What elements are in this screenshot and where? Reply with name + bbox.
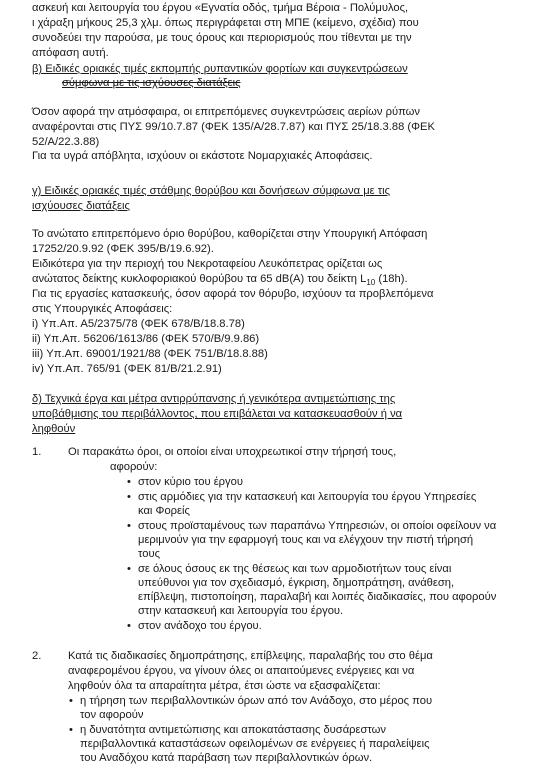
section-c-paragraph [32,273,408,289]
bullet-item-cont: τον αφορούν [80,709,144,721]
bullet-item: • στον κύριο του έργου [138,476,243,489]
section-c-paragraph: 17252/20.9.92 (ΦΕΚ 395/Β/19.6.92). [32,243,214,255]
bullet-item-cont: υπεύθυνοι για τον σχεδιασμό, έγκριση, δημοπράτηση, ανάθεση, [138,577,455,589]
noise-index-period: (18h). [375,273,408,285]
section-c-heading: γ) Ειδικές οριακές τιμές στάθμης θορύβου και δονήσεων σύμφωνα με τις [32,185,391,197]
noise-index-text: ανώτατος δείκτης κυκλοφοριακού θορύβου τα 65 dB(A) του δείκτη L [32,273,367,285]
section-b-paragraph: 52/Α/22.3.88) [32,136,100,148]
section-c-paragraph: στις Υπουργικές Αποφάσεις: [32,303,173,315]
item-2-text: αναφερομένου έργου, να γίνουν όλες οι απαιτούμενες ενέργειες και να [68,665,415,677]
section-b-paragraph: αναφέρονται στις ΠΥΣ 99/10.7.87 (ΦΕΚ 135/Α/28.7.87) και ΠΥΣ 25/18.3.88 (ΦΕΚ [32,121,435,133]
bullet-item: • σε όλους όσους εκ της θέσεως και των αρμοδιοτήτων τους είναι [138,563,451,576]
decision-item: iii) Υπ.Απ. 69001/1921/88 (ΦΕΚ 751/Β/18.8.88) [32,348,268,360]
bullet-item-cont: στην κατασκευή και λειτουργία του έργου. [138,605,344,617]
item-2-text: Κατά τις διαδικασίες δημοπράτησης, επίβλεψης, παραλαβής του στο θέμα [68,650,433,662]
intro-line: συνοδεύει την παρούσα, με τους όρους και περιορισμούς που τίθενται με την [32,32,412,44]
section-b-paragraph: Για τα υγρά απόβλητα, ισχύουν οι εκάστοτε Νομαρχιακές Αποφάσεις. [32,150,373,162]
section-c-paragraph: Για τις εργασίες κατασκευής, όσον αφορά τον θόρυβο, ισχύουν τα προβλεπόμενα [32,288,434,300]
decision-item: i) Υπ.Απ. Α5/2375/78 (ΦΕΚ 678/Β/18.8.78) [32,318,245,330]
item-number: 1. [32,446,42,458]
intro-line: απόφαση αυτή. [32,47,109,59]
section-b-paragraph: Όσον αφορά την ατμόσφαιρα, οι επιτρεπόμενες συγκεντρώσεις αερίων ρύπων [32,106,420,118]
section-d-heading: υποβάθμισης του περιβάλλοντος, που επιβάλεται να κατασκευασθούν ή να [32,408,403,420]
section-d-heading: δ) Τεχνικά έργα και μέτρα αντιρρύπανσης ή γενικότερα αντιμετώπισης της [32,393,396,405]
item-1-text: αφορούν: [110,461,158,473]
section-b-heading: σύμφωνα με τις ισχύουσες διατάξεις [62,77,241,89]
decision-item: ii) Υπ.Απ. 56206/1613/86 (ΦΕΚ 570/Β/9.9.86) [32,333,260,345]
decision-item: iv) Υπ.Απ. 765/91 (ΦΕΚ 81/Β/21.2.91) [32,363,222,375]
bullet-item-cont: και Φορείς [138,505,190,517]
bullet-item-cont: του Αναδόχου κατά παράβαση των περιβαλλοντικών όρων. [80,752,373,764]
bullet-item: • η τήρηση των περιβαλλοντικών όρων από τον Ανάδοχο, στο μέρος που [80,695,432,708]
intro-line: ασκευή και λειτουργία του έργου «Εγνατία οδός, τμήμα Βέροια - Πολύμυλος, [32,2,409,14]
item-1-text: Οι παρακάτω όροι, οι οποίοι είναι υποχρεωτικοί στην τήρησή τους, [68,446,397,458]
bullet-item-cont: μεριμνούν για την εφαρμογή τους και να ελέγχουν την πιστή τήρησή [138,534,474,546]
bullet-item: • η δυνατότητα αντιμετώπισης και αποκατάστασης δυσάρεστων [80,724,386,737]
bullet-item: • στον ανάδοχο του έργου. [138,620,262,633]
bullet-item: • στις αρμόδιες για την κατασκευή και λειτουργία του έργου Υπηρεσίες [138,491,476,504]
bullet-item: • στους προϊσταμένους των παραπάνω Υπηρεσιών, οι οποίοι οφείλουν να [138,520,496,533]
bullet-item-cont: περιβαλλοντικά καταστάσεων οφειλομένων σε ενέργειες ή παραλείψεις [80,738,430,750]
bullet-item-cont: τους [138,548,160,560]
section-c-heading: ισχύουσες διατάξεις [32,200,130,212]
section-d-heading: ληφθούν [32,423,76,435]
intro-line: ι χάραξη μήκους 25,3 χλμ. όπως περιγράφεται στη ΜΠΕ (κείμενο, σχέδια) που [32,17,419,29]
bullet-item-cont: επίβλεψη, πιστοποίηση, παραλαβή και λοιπές διαδικασίες, που αφορούν [138,591,497,603]
section-b-heading: β) Ειδικές οριακές τιμές εκπομπής ρυπαντικών φορτίων και συγκεντρώσεων [32,63,408,75]
item-2-text: ληφθούν όλα τα απαραίτητα μέτρα, έτσι ώστε να εξασφαλίζεται: [68,680,381,692]
section-c-paragraph: Το ανώτατο επιτρεπόμενο όριο θορύβου, καθορίζεται στην Υπουργική Απόφαση [32,228,428,240]
section-c-paragraph: Ειδικότερα για την περιοχή του Νεκροταφείου Λευκόπετρας ορίζεται ως [32,258,383,270]
noise-index-subscript: 10 [366,278,376,288]
item-number: 2. [32,650,42,662]
